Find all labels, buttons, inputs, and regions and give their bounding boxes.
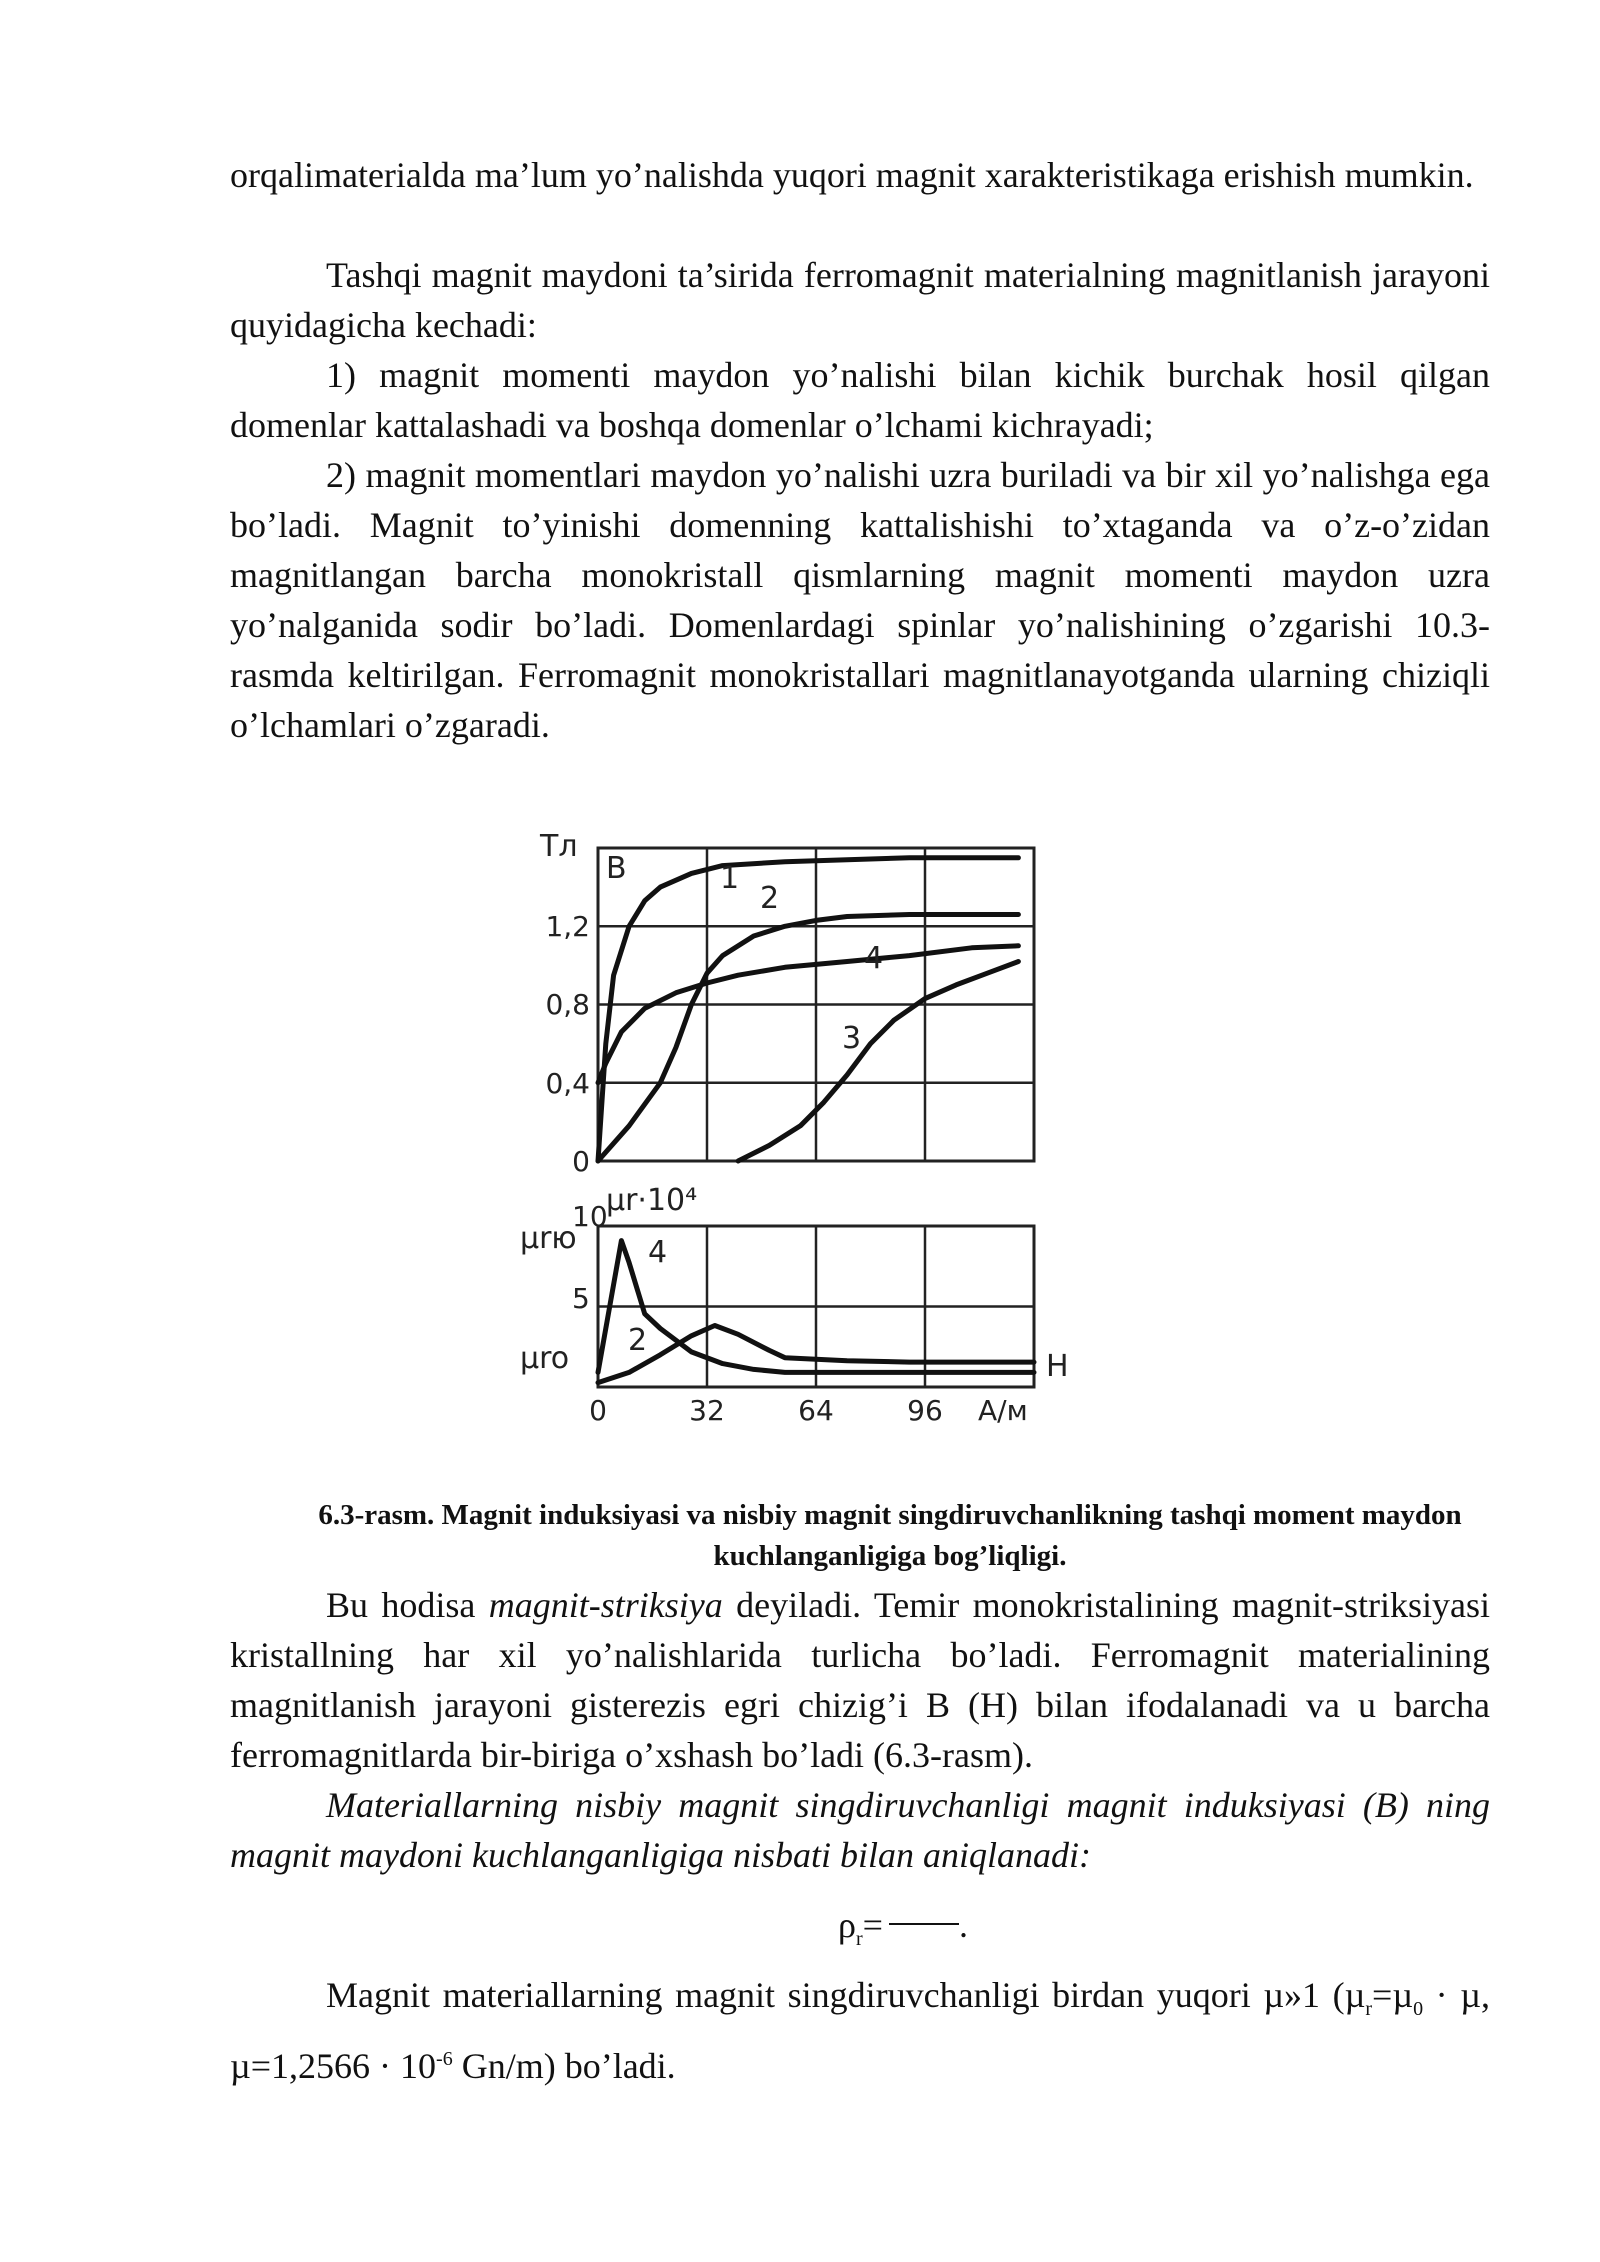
- top-curve-4: [598, 946, 1018, 1083]
- magnetization-chart: [520, 828, 1080, 1428]
- bottom-xtick-2: 64: [798, 1394, 834, 1427]
- paragraph-1-text: orqalimaterialda ma’lum yo’nalishda yuqori magnit xarakteristikaga erishish mumkin.: [230, 155, 1474, 195]
- paragraph-7-sub-r: r: [1365, 1998, 1373, 2021]
- paragraph-7-text-b: =µ: [1372, 1975, 1414, 2015]
- bottom-xlabel: H: [1046, 1349, 1069, 1384]
- top-curve-3: [738, 962, 1018, 1162]
- top-series-label-3: 3: [842, 1021, 862, 1056]
- list-item-2: [230, 450, 1490, 750]
- term-magnit-striksiya: magnit-striksiya: [488, 1585, 723, 1625]
- bottom-multiplier: μr·10⁴: [606, 1183, 698, 1218]
- paragraph-5-text-b: deyiladi. Temir monokristalining magnit-striksiyasi kristallning har xil yo’nalishlarida turlicha bo’ladi. Ferromagnit materialining magnitlanish jarayoni gisterezis egri chizig’i B (H) bilan ifodalanadi va u barcha ferromagnitlarda bir-biriga o’xshash bo’ladi (6.3-rasm).: [230, 1585, 1490, 1775]
- bottom-ylabel-mu-ro: μro: [520, 1341, 570, 1376]
- formula-period: .: [958, 1905, 968, 1945]
- paragraph-7: [230, 1970, 1490, 2091]
- bottom-xtick-0: 0: [589, 1394, 607, 1427]
- bottom-xtick-1: 32: [689, 1394, 725, 1427]
- bottom-ylabel-mu-rju: μrю: [520, 1221, 577, 1256]
- formula-subscript: r: [855, 1928, 863, 1951]
- list-item-1: [230, 350, 1490, 450]
- paragraph-7-sub-0: 0: [1413, 1998, 1424, 2021]
- paragraph-7-text-a: Magnit materiallarning magnit singdiruvchanligi birdan yuqori µ»1 (µ: [326, 1975, 1366, 2015]
- top-ytick-1: 0,4: [545, 1067, 590, 1100]
- formula-equals: =: [862, 1905, 883, 1945]
- paragraph-7-sup: -6: [436, 2048, 453, 2071]
- bottom-ytick-5: 5: [572, 1282, 590, 1315]
- bottom-xunit: А/м: [978, 1394, 1028, 1427]
- paragraph-1: [230, 150, 1490, 200]
- top-series-label-4: 4: [864, 941, 884, 976]
- paragraph-2: [230, 250, 1490, 350]
- figure-6-3: [520, 828, 1080, 1428]
- paragraph-2-text: Tashqi magnit maydoni ta’sirida ferromagnit materialning magnitlanish jarayoni quyidagicha kechadi:: [230, 255, 1490, 345]
- bottom-xtick-3: 96: [907, 1394, 943, 1427]
- bottom-series-label-4: 4: [648, 1235, 668, 1270]
- bottom-ytick-10: 10: [572, 1200, 608, 1233]
- list-item-2-text: 2) magnit momentlari maydon yo’nalishi uzra buriladi va bir xil yo’nalishga ega bo’ladi. Magnit to’yinishi domenning kattalishishi to’xtaganda va o’z-o’zidan magnitlangan barcha monokristall qismlarning magnit momenti maydon uzra yo’nalganida sodir bo’ladi. Domenlardagi spinlar yo’nalishining o’zgarishi 10.3-rasmda keltirilgan. Ferromagnit monokristallari magnitlanayotganda ularning chiziqli o’lchamlari o’zgaradi.: [230, 455, 1490, 745]
- paragraph-7-text-d: Gn/m) bo’ladi.: [452, 2046, 676, 2087]
- formula-rho: ρ: [838, 1905, 856, 1945]
- paragraph-5: [230, 1580, 1490, 1780]
- formula: [838, 1900, 968, 1964]
- top-ytick-0: 0: [572, 1145, 590, 1178]
- fraction-bar: [889, 1923, 959, 1925]
- figure-caption: 6.3-rasm. Magnit induksiyasi va nisbiy magnit singdiruvchanlikning tashqi moment maydon kuchlanganligiga bog’liqligi.: [318, 1499, 1462, 1572]
- top-ytick-2: 0,8: [545, 988, 590, 1021]
- paragraph-5-text-a: Bu hodisa: [326, 1585, 489, 1625]
- top-ytick-3: 1,2: [545, 910, 590, 943]
- paragraph-7-text-c: · µ, µ=1,2566 · 10: [230, 1975, 1490, 2087]
- paragraph-6: [230, 1780, 1490, 1880]
- top-series-axis-label: B: [606, 851, 627, 886]
- top-series-label-2: 2: [760, 881, 780, 916]
- bottom-series-label-2: 2: [628, 1323, 648, 1358]
- paragraph-6-text: Materiallarning nisbiy magnit singdiruvchanligi magnit induksiyasi (B) ning magnit maydoni kuchlanganligiga nisbati bilan aniqlanadi:: [230, 1785, 1490, 1875]
- list-item-1-text: 1) magnit momenti maydon yo’nalishi bilan kichik burchak hosil qilgan domenlar kattalashadi va boshqa domenlar o’lchami kichrayadi;: [230, 355, 1490, 445]
- top-chart-grid: [598, 848, 1034, 1161]
- top-ylabel-unit: Тл: [540, 829, 578, 864]
- top-series-label-1: 1: [720, 861, 740, 896]
